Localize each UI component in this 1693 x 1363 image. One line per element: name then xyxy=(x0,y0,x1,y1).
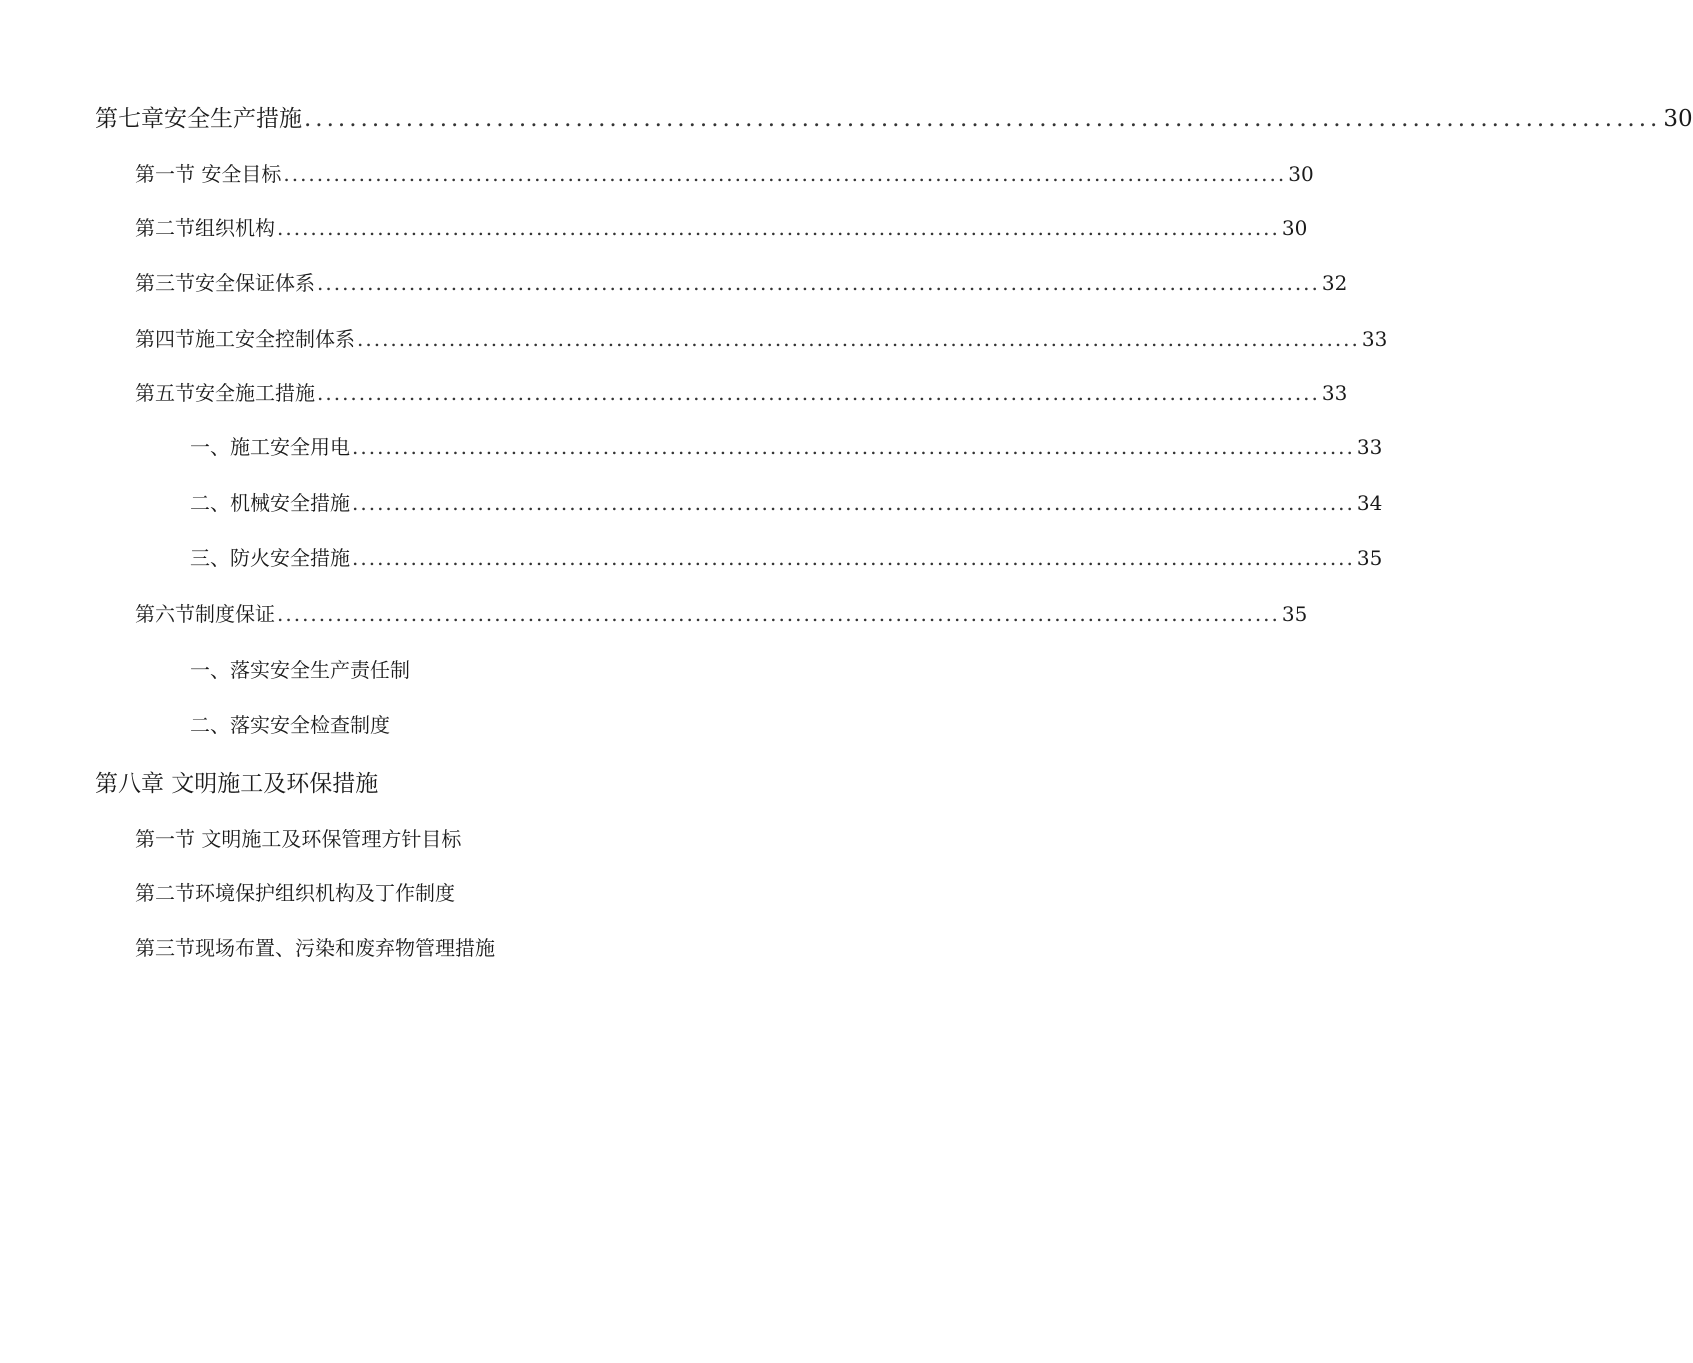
toc-dot-leader: ........................................................................................................................ xyxy=(283,162,1287,186)
toc-entry-section[interactable] xyxy=(135,158,1314,187)
toc-entry-page: 33 xyxy=(1361,327,1388,351)
toc-entry-page: 30 xyxy=(1663,106,1693,132)
toc-entry-section[interactable] xyxy=(135,598,1308,627)
toc-entry-title: 第五节安全施工措施 xyxy=(135,381,315,405)
toc-entry-title: 第三节安全保证体系 xyxy=(135,271,315,295)
toc-dot-leader: ........................................................................................................................ xyxy=(352,435,1355,459)
toc-entry-subsection[interactable] xyxy=(190,487,1383,516)
toc-entry-title: 第四节施工安全控制体系 xyxy=(135,327,355,351)
toc-entry-title: 一、施工安全用电 xyxy=(190,435,350,459)
toc-entry-title: 二、机械安全措施 xyxy=(190,491,350,515)
toc-entry-section[interactable] xyxy=(135,823,461,852)
toc-entry-section[interactable] xyxy=(135,877,455,906)
toc-entry-title: 第二节组织机构 xyxy=(135,216,275,240)
toc-entry-page: 32 xyxy=(1321,271,1348,295)
toc-dot-leader: ........................................................................................................................ xyxy=(277,216,1280,240)
toc-entry-chapter-8[interactable] xyxy=(95,765,378,798)
toc-entry-section[interactable] xyxy=(135,323,1388,352)
toc-entry-page: 35 xyxy=(1281,602,1308,626)
toc-entry-title: 一、落实安全生产责任制 xyxy=(190,658,410,682)
toc-entry-page: 35 xyxy=(1356,546,1383,570)
toc-dot-leader: ........................................................................................................................ xyxy=(317,271,1320,295)
toc-dot-leader: ........................................................................................................................ xyxy=(317,381,1320,405)
toc-entry-title: 第一节 安全目标 xyxy=(135,162,282,186)
toc-dot-leader: ........................................................................................................................ xyxy=(304,106,1662,132)
toc-entry-subsection[interactable] xyxy=(190,654,410,683)
toc-entry-page: 30 xyxy=(1281,216,1308,240)
toc-entry-page: 34 xyxy=(1356,491,1383,515)
toc-dot-leader: ........................................................................................................................ xyxy=(352,546,1355,570)
toc-entry-section[interactable] xyxy=(135,267,1348,296)
toc-entry-section[interactable] xyxy=(135,377,1348,406)
toc-entry-title: 第三节现场布置、污染和废弃物管理措施 xyxy=(135,936,495,960)
toc-entry-title: 第六节制度保证 xyxy=(135,602,275,626)
toc-entry-title: 第二节环境保护组织机构及丁作制度 xyxy=(135,881,455,905)
toc-entry-subsection[interactable] xyxy=(190,542,1383,571)
toc-entry-subsection[interactable] xyxy=(190,709,390,738)
toc-entry-subsection[interactable] xyxy=(190,431,1383,460)
toc-entry-title: 第七章安全生产措施 xyxy=(95,106,302,132)
toc-entry-page: 33 xyxy=(1321,381,1348,405)
toc-entry-chapter-7[interactable] xyxy=(95,100,1693,133)
toc-entry-page: 33 xyxy=(1356,435,1383,459)
toc-entry-section[interactable] xyxy=(135,932,495,961)
toc-dot-leader: ........................................................................................................................ xyxy=(277,602,1280,626)
toc-entry-page: 30 xyxy=(1288,162,1314,186)
toc-entry-title: 第一节 文明施工及环保管理方针目标 xyxy=(135,827,462,851)
toc-dot-leader: ........................................................................................................................ xyxy=(352,491,1355,515)
toc-entry-section[interactable] xyxy=(135,212,1308,241)
toc-entry-title: 二、落实安全检查制度 xyxy=(190,713,390,737)
toc-entry-title: 第八章 文明施工及环保措施 xyxy=(95,771,379,797)
toc-entry-title: 三、防火安全措施 xyxy=(190,546,350,570)
toc-dot-leader: ........................................................................................................................ xyxy=(357,327,1360,351)
